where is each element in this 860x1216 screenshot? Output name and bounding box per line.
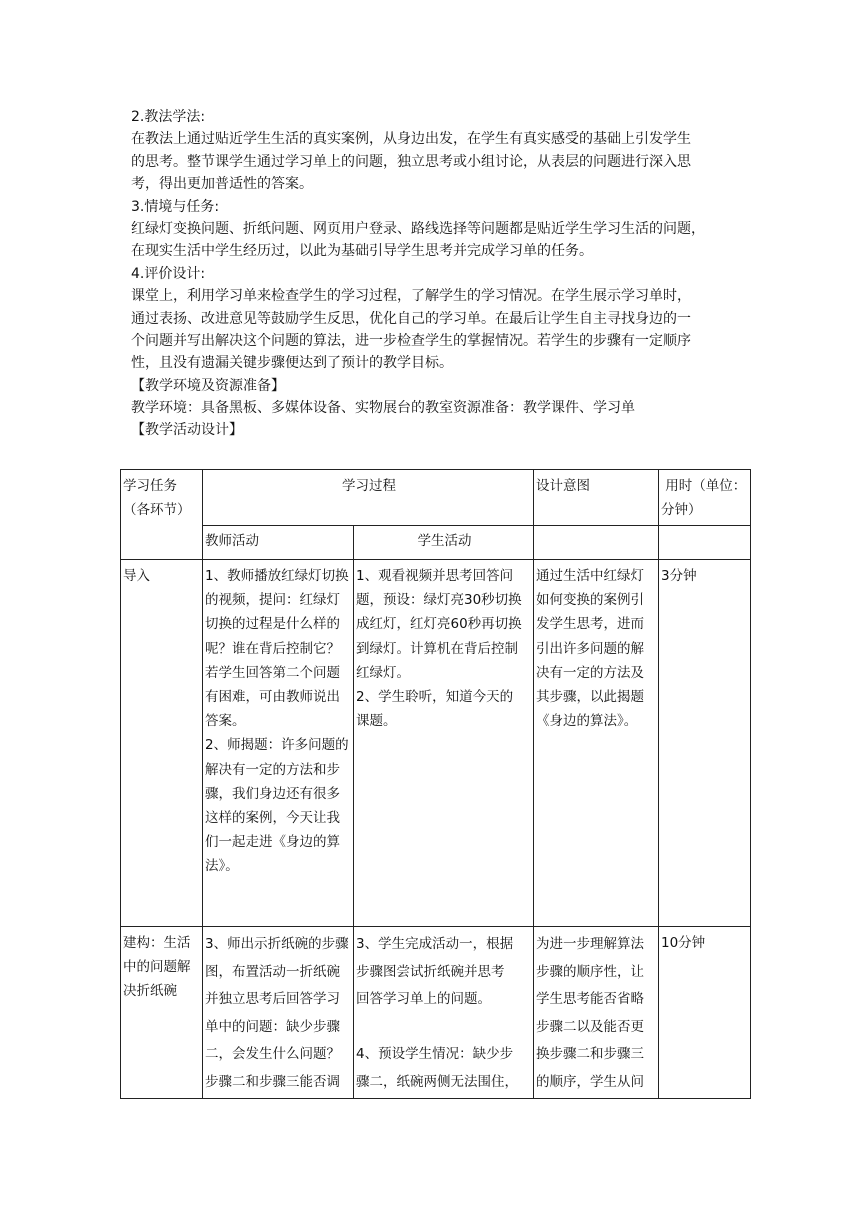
header-intent: 设计意图 [534,470,659,526]
header-process: 学习过程 [203,470,534,526]
heading-methods: 2.教法学法: [131,109,206,125]
header-teacher: 教师活动 [203,526,354,560]
header-student: 学生活动 [354,526,534,560]
situation-line: 在现实生活中学生经历过，以此为基础引导学生思考并完成学习单的任务。 [131,243,593,260]
row-intro-time: 3分钟 [659,560,751,927]
table-row [121,560,751,927]
heading-environment: 【教学环境及资源准备】 [131,377,285,394]
row-build-student: 3、学生完成活动一，根据 步骤图尝试折纸碗并思考 回答学习单上的问题。 4、预设学生情况：缺少步 骤二，纸碗两侧无法围住， [354,927,534,1099]
row-build-teacher: 3、师出示折纸碗的步骤 图，布置活动一折纸碗 并独立思考后回答学习 单中的问题：缺少步骤 二，会发生什么问题？ 步骤二和步骤三能否调 [203,927,354,1099]
evaluation-line: 课堂上，利用学习单来检查学生的学习过程，了解学生的学习情况。在学生展示学习单时， [131,288,691,305]
methods-line: 的思考。整节课学生通过学习单上的问题，独立思考或小组讨论，从表层的问题进行深入思 [131,153,691,170]
header-time-blank [659,526,751,560]
row-intro-task: 导入 [121,560,203,927]
heading-evaluation: 4.评价设计: [131,265,206,282]
situation-line: 红绿灯变换问题、折纸问题、网页用户登录、路线选择等问题都是贴近学生学习生活的问题， [131,220,705,237]
table-row [121,927,751,1099]
header-task: 学习任务 （各环节） [121,470,203,560]
lesson-activity-table [120,469,751,1099]
table-subheader-row [121,526,751,560]
heading-situation: 3.情境与任务: [131,198,220,215]
methods-line: 考，得出更加普适性的答案。 [131,176,313,193]
header-time: 用时（单位： 分钟） [659,470,751,526]
row-intro-intent: 通过生活中红绿灯 如何变换的案例引 发学生思考，进而 引出许多问题的解 决有一定的方法及 其步骤，以此揭题 《身边的算法》。 [534,560,659,927]
evaluation-line: 性，且没有遗漏关键步骤便达到了预计的教学目标。 [131,355,453,372]
evaluation-line: 通过表扬、改进意见等鼓励学生反思，优化自己的学习单。在最后让学生自主寻找身边的一 [131,310,691,327]
row-build-task: 建构：生活 中的问题解 决折纸碗 [121,927,203,1099]
methods-line: 在教法上通过贴近学生生活的真实案例，从身边出发，在学生有真实感受的基础上引发学生 [131,131,691,148]
row-build-intent: 为进一步理解算法 步骤的顺序性，让 学生思考能否省略 步骤二以及能否更 换步骤二和步骤三 的顺序，学生从问 [534,927,659,1099]
row-intro-teacher: 1、教师播放红绿灯切换 的视频，提问：红绿灯 切换的过程是什么样的 呢？谁在背后控制它？ 若学生回答第二个问题 有困难，可由教师说出 答案。 2、师揭题：许多问题的 解决有一定的方法和步 骤，我们身边还有很多 这样的案例，今天让我 们一起走进《身边的算 法》。 [203,560,354,927]
intro-text [131,106,731,442]
table-header-row [121,470,751,526]
row-intro-student: 1、观看视频并思考回答问 题，预设：绿灯亮30秒切换 成红灯，红灯亮60秒再切换 到绿灯。计算机在背后控制 红绿灯。 2、学生聆听，知道今天的 课题。 [354,560,534,927]
header-intent-blank [534,526,659,560]
environment-line: 教学环境：具备黑板、多媒体设备、实物展台的教室资源准备：教学课件、学习单 [131,400,635,417]
row-build-time: 10分钟 [659,927,751,1099]
evaluation-line: 个问题并写出解决这个问题的算法，进一步检查学生的掌握情况。若学生的步骤有一定顺序 [131,332,691,349]
heading-activity: 【教学活动设计】 [131,422,243,439]
